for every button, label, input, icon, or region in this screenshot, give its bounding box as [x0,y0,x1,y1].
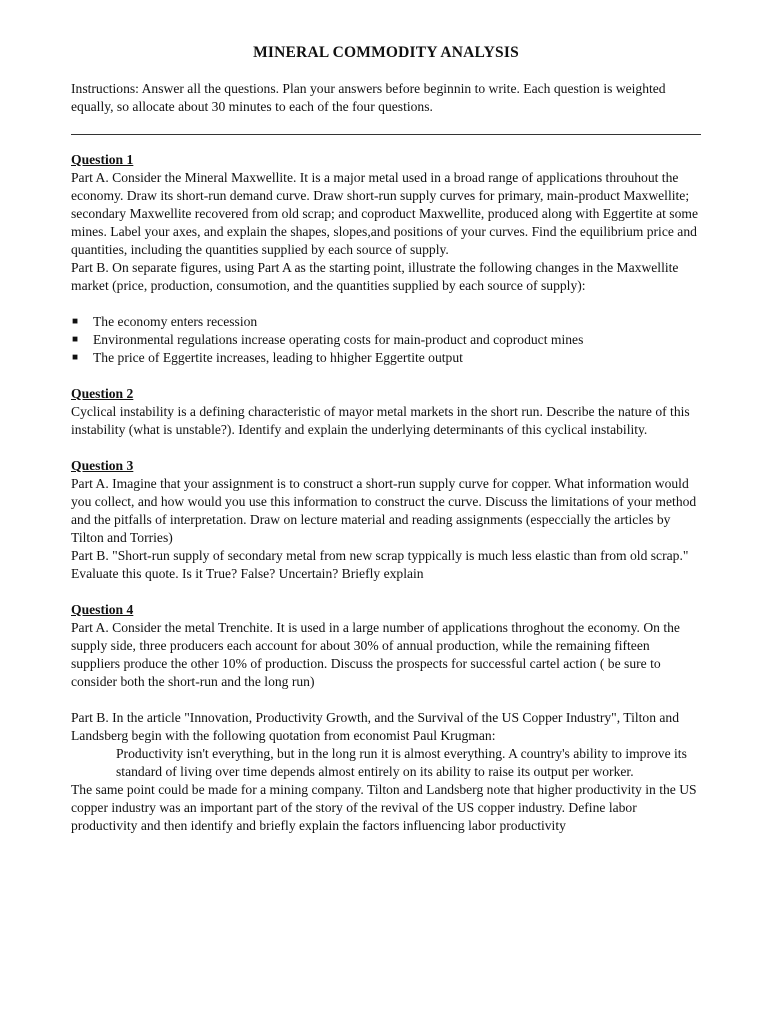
question-1-heading: Question 1 [71,152,134,167]
question-2-heading: Question 2 [71,386,134,401]
question-3 [71,457,701,583]
horizontal-divider [71,134,701,135]
bullet-item [71,313,701,331]
question-1-part-b: Part B. On separate figures, using Part A as the starting point, illustrate the following changes in the Maxwellite market (price, production, consumotion, and the quantities supplied by each source of supply): [71,260,679,293]
paragraph-spacer [71,691,701,709]
document-title: MINERAL COMMODITY ANALYSIS [253,44,519,61]
question-4-part-b-intro: Part B. In the article "Innovation, Productivity Growth, and the Survival of the US Copper Industry", Tilton and Landsberg begin with the following quotation from economist Paul Krugman: [71,710,680,743]
bullet-text: Environmental regulations increase operating costs for main-product and coproduct mines [93,332,584,347]
question-1-bullet-list [71,313,701,367]
bullet-text: The economy enters recession [93,314,258,329]
krugman-quote: Productivity isn't everything, but in the long run it is almost everything. A country's ability to improve its standard of living over time depends almost entirely on its ability to raise its output per worker. [116,746,687,779]
question-4-part-b-followup: The same point could be made for a mining company. Tilton and Landsberg note that higher productivity in the US copper industry was an important part of the story of the revival of the US copper industry. Define labor productivity and then identify and briefly explain the factors influencing labor productivity [71,782,697,833]
question-3-part-a: Part A. Imagine that your assignment is to construct a short-run supply curve for copper. What information would you collect, and how would you use this information to construct the curve. Discuss the limitations of your method and the pitfalls of interpretation. Draw on lecture material and reading assignments (especcially the articles by Tilton and Torries) [71,476,697,545]
bullet-item [71,331,701,349]
question-4 [71,601,701,835]
bullet-square-icon: ■ [72,316,79,327]
bullet-item [71,349,701,367]
question-2 [71,385,701,439]
bullet-text: The price of Eggertite increases, leading to hhigher Eggertite output [93,350,463,365]
question-2-body: Cyclical instability is a defining characteristic of mayor metal markets in the short run. Describe the nature of this instability (what is unstable?). Identify and explain the underlying determinants of this cyclical instability. [71,404,690,437]
question-4-part-a: Part A. Consider the metal Trenchite. It is used in a large number of applications throghout the economy. On the supply side, three producers each account for about 30% of annual production, while the remaining fifteen suppliers produce the other 10% of production. Discuss the prospects for successful cartel action ( be sure to consider both the short-run and the long run) [71,620,680,689]
question-3-part-b: Part B. "Short-run supply of secondary metal from new scrap typpically is much less elastic than from old scrap." Evaluate this quote. Is it True? False? Uncertain? Briefly explain [71,548,689,581]
question-1 [71,151,701,367]
question-4-heading: Question 4 [71,602,134,617]
bullet-square-icon: ■ [72,352,79,363]
question-3-heading: Question 3 [71,458,134,473]
instructions-text: Instructions: Answer all the questions. Plan your answers before beginnin to write. Each question is weighted equally, so allocate about 30 minutes to each of the four questions. [71,81,666,114]
question-1-part-a: Part A. Consider the Mineral Maxwellite. It is a major metal used in a broad range of applications throuhout the economy. Draw its short-run demand curve. Draw short-run supply curves for primary, main-product Maxwellite; secondary Maxwellite recovered from old scrap; and coproduct Maxwellite, produced along with Eggertite at some mines. Label your axes, and explain the shapes, slopes,and positions of your curves. Find the equilibrium price and quantities, including the quantities supplied by each source of supply. [71,170,698,257]
document-body [71,44,701,853]
bullet-square-icon: ■ [72,334,79,345]
